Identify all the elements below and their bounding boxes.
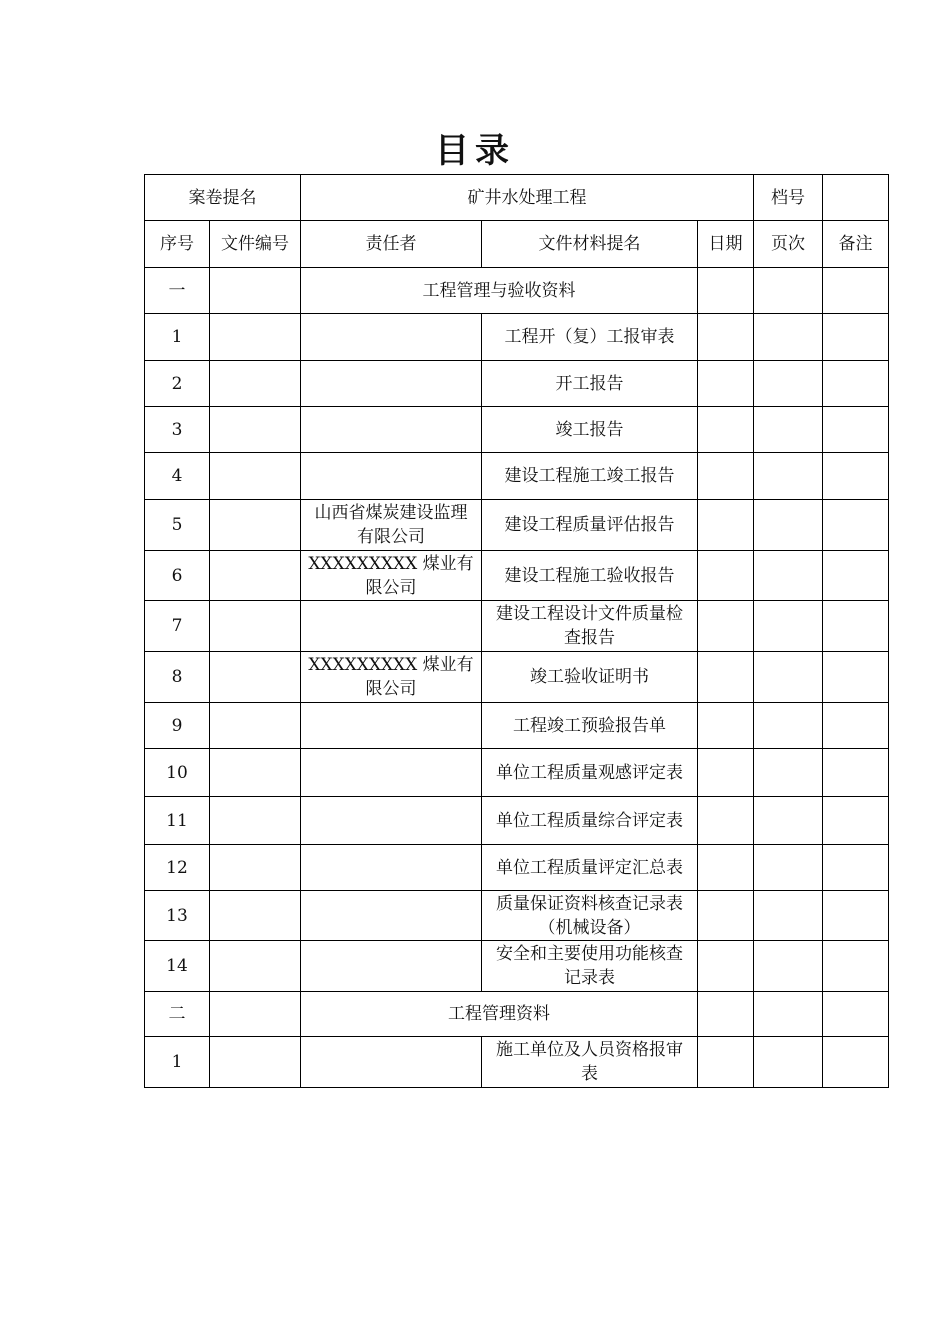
archive-value xyxy=(823,175,889,221)
col-header-owner: 责任者 xyxy=(301,221,482,268)
table-row xyxy=(145,407,889,453)
owner-cell xyxy=(301,601,482,652)
owner-cell xyxy=(301,845,482,891)
file-code-cell xyxy=(210,500,301,551)
date-cell xyxy=(698,845,754,891)
volume-label: 案卷提名 xyxy=(145,175,301,221)
remarks-cell xyxy=(823,551,889,601)
date-cell xyxy=(698,941,754,992)
doc-title-cell: 竣工报告 xyxy=(482,407,698,453)
table-row xyxy=(145,703,889,749)
file-code-cell xyxy=(210,407,301,453)
table-row xyxy=(145,453,889,500)
col-header-remarks: 备注 xyxy=(823,221,889,268)
remarks-cell xyxy=(823,797,889,845)
archive-label: 档号 xyxy=(754,175,823,221)
pages-cell xyxy=(754,314,823,361)
remarks-cell xyxy=(823,500,889,551)
pages-cell xyxy=(754,268,823,314)
pages-cell xyxy=(754,891,823,941)
table-row xyxy=(145,601,889,652)
remarks-cell xyxy=(823,601,889,652)
table-row xyxy=(145,891,889,941)
file-code-cell xyxy=(210,749,301,797)
remarks-cell xyxy=(823,407,889,453)
pages-cell xyxy=(754,407,823,453)
doc-title-cell: 建设工程设计文件质量检查报告 xyxy=(482,601,698,652)
row-no: 4 xyxy=(145,453,210,500)
remarks-cell xyxy=(823,749,889,797)
col-header-no: 序号 xyxy=(145,221,210,268)
file-code-cell xyxy=(210,941,301,992)
header-row xyxy=(145,221,889,268)
table-row xyxy=(145,500,889,551)
table-row xyxy=(145,314,889,361)
pages-cell xyxy=(754,551,823,601)
file-code-cell xyxy=(210,797,301,845)
doc-title-cell: 开工报告 xyxy=(482,361,698,407)
owner-cell xyxy=(301,703,482,749)
doc-title-cell: 单位工程质量评定汇总表 xyxy=(482,845,698,891)
pages-cell xyxy=(754,845,823,891)
pages-cell xyxy=(754,749,823,797)
pages-cell xyxy=(754,797,823,845)
table-row xyxy=(145,652,889,703)
remarks-cell xyxy=(823,652,889,703)
section-2-body xyxy=(145,992,889,1088)
pages-cell xyxy=(754,1037,823,1088)
pages-cell xyxy=(754,361,823,407)
row-no: 1 xyxy=(145,1037,210,1088)
file-code-cell xyxy=(210,314,301,361)
volume-value: 矿井水处理工程 xyxy=(301,175,754,221)
doc-title-cell: 建设工程质量评估报告 xyxy=(482,500,698,551)
owner-cell xyxy=(301,891,482,941)
file-code-cell xyxy=(210,891,301,941)
file-code-cell xyxy=(210,268,301,314)
file-code-cell xyxy=(210,1037,301,1088)
page-title: 目录 xyxy=(435,131,515,171)
date-cell xyxy=(698,1037,754,1088)
row-no: 11 xyxy=(145,797,210,845)
row-no: 10 xyxy=(145,749,210,797)
remarks-cell xyxy=(823,268,889,314)
file-code-cell xyxy=(210,361,301,407)
table-row xyxy=(145,1037,889,1088)
doc-title-cell: 建设工程施工竣工报告 xyxy=(482,453,698,500)
date-cell xyxy=(698,652,754,703)
remarks-cell xyxy=(823,361,889,407)
file-code-cell xyxy=(210,453,301,500)
doc-title-cell: 质量保证资料核查记录表（机械设备） xyxy=(482,891,698,941)
owner-cell xyxy=(301,749,482,797)
date-cell xyxy=(698,992,754,1037)
owner-cell: XXXXXXXXX 煤业有限公司 xyxy=(301,551,482,601)
doc-title-cell: 单位工程质量综合评定表 xyxy=(482,797,698,845)
owner-cell xyxy=(301,1037,482,1088)
date-cell xyxy=(698,407,754,453)
pages-cell xyxy=(754,703,823,749)
owner-cell: 山西省煤炭建设监理有限公司 xyxy=(301,500,482,551)
remarks-cell xyxy=(823,703,889,749)
remarks-cell xyxy=(823,891,889,941)
section-title: 工程管理与验收资料 xyxy=(301,268,698,314)
owner-cell xyxy=(301,314,482,361)
doc-title-cell: 工程竣工预验报告单 xyxy=(482,703,698,749)
volume-row xyxy=(145,175,889,221)
owner-cell xyxy=(301,941,482,992)
date-cell xyxy=(698,500,754,551)
date-cell xyxy=(698,361,754,407)
row-no: 9 xyxy=(145,703,210,749)
pages-cell xyxy=(754,941,823,992)
row-no: 14 xyxy=(145,941,210,992)
doc-title-cell: 安全和主要使用功能核查记录表 xyxy=(482,941,698,992)
date-cell xyxy=(698,703,754,749)
doc-title-cell: 工程开（复）工报审表 xyxy=(482,314,698,361)
section-title: 工程管理资料 xyxy=(301,992,698,1037)
pages-cell xyxy=(754,601,823,652)
row-no: 7 xyxy=(145,601,210,652)
section-1-body xyxy=(145,268,889,992)
file-code-cell xyxy=(210,652,301,703)
row-no: 8 xyxy=(145,652,210,703)
section-no: 一 xyxy=(145,268,210,314)
doc-title-cell: 建设工程施工验收报告 xyxy=(482,551,698,601)
date-cell xyxy=(698,314,754,361)
date-cell xyxy=(698,749,754,797)
table-row xyxy=(145,797,889,845)
remarks-cell xyxy=(823,845,889,891)
date-cell xyxy=(698,453,754,500)
section-row xyxy=(145,992,889,1037)
table-row xyxy=(145,941,889,992)
col-header-title: 文件材料提名 xyxy=(482,221,698,268)
file-code-cell xyxy=(210,703,301,749)
catalog-table xyxy=(144,174,889,1088)
remarks-cell xyxy=(823,453,889,500)
remarks-cell xyxy=(823,1037,889,1088)
file-code-cell xyxy=(210,601,301,652)
row-no: 2 xyxy=(145,361,210,407)
owner-cell xyxy=(301,453,482,500)
col-header-date: 日期 xyxy=(698,221,754,268)
row-no: 5 xyxy=(145,500,210,551)
doc-title-cell: 施工单位及人员资格报审表 xyxy=(482,1037,698,1088)
pages-cell xyxy=(754,992,823,1037)
date-cell xyxy=(698,891,754,941)
file-code-cell xyxy=(210,845,301,891)
doc-title-cell: 竣工验收证明书 xyxy=(482,652,698,703)
owner-cell xyxy=(301,407,482,453)
section-row xyxy=(145,268,889,314)
row-no: 3 xyxy=(145,407,210,453)
file-code-cell xyxy=(210,551,301,601)
date-cell xyxy=(698,551,754,601)
owner-cell xyxy=(301,797,482,845)
table-row xyxy=(145,361,889,407)
table-row xyxy=(145,551,889,601)
date-cell xyxy=(698,601,754,652)
table-row xyxy=(145,749,889,797)
date-cell xyxy=(698,268,754,314)
col-header-pages: 页次 xyxy=(754,221,823,268)
date-cell xyxy=(698,797,754,845)
col-header-file-code: 文件编号 xyxy=(210,221,301,268)
row-no: 13 xyxy=(145,891,210,941)
remarks-cell xyxy=(823,314,889,361)
owner-cell xyxy=(301,361,482,407)
owner-cell: XXXXXXXXX 煤业有限公司 xyxy=(301,652,482,703)
pages-cell xyxy=(754,500,823,551)
remarks-cell xyxy=(823,941,889,992)
pages-cell xyxy=(754,652,823,703)
table-row xyxy=(145,845,889,891)
row-no: 12 xyxy=(145,845,210,891)
file-code-cell xyxy=(210,992,301,1037)
remarks-cell xyxy=(823,992,889,1037)
row-no: 1 xyxy=(145,314,210,361)
row-no: 6 xyxy=(145,551,210,601)
pages-cell xyxy=(754,453,823,500)
doc-title-cell: 单位工程质量观感评定表 xyxy=(482,749,698,797)
section-no: 二 xyxy=(145,992,210,1037)
